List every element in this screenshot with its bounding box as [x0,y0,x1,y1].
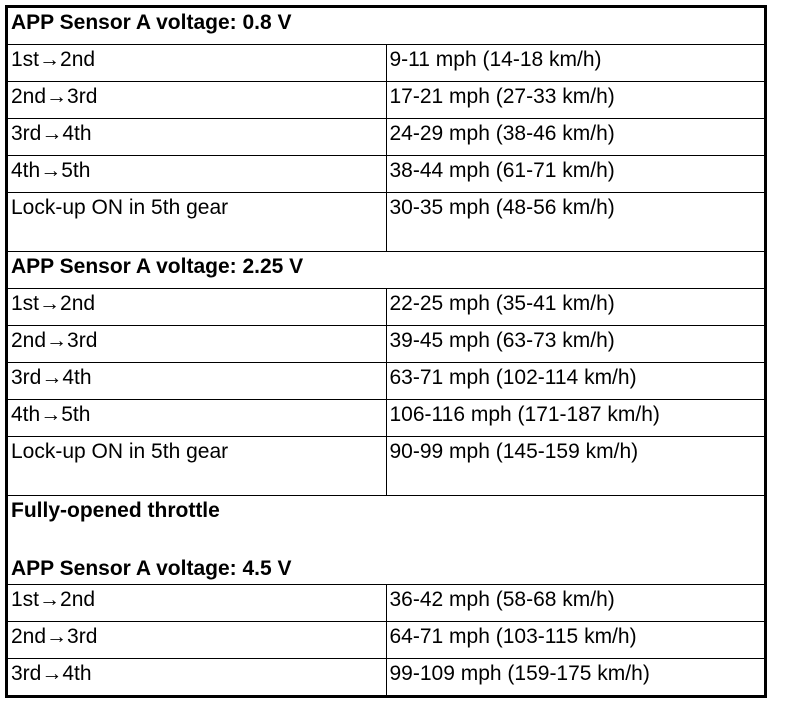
speed-cell: 106-116 mph (171-187 km/h) [386,400,766,437]
table-row [7,289,766,326]
heading-line: APP Sensor A voltage: 4.5 V [11,557,292,580]
speed-cell: 90-99 mph (145-159 km/h) [386,437,766,496]
shift-speed-table [5,5,767,698]
table-row [7,585,766,622]
table-row [7,622,766,659]
shift-cell: 1st→2nd [7,45,387,82]
table-row [7,156,766,193]
speed-cell: 17-21 mph (27-33 km/h) [386,82,766,119]
shift-cell: 3rd→4th [7,363,387,400]
section-heading-row [7,252,766,289]
shift-cell: 3rd→4th [7,659,387,697]
table-row [7,437,766,496]
shift-cell: 2nd→3rd [7,82,387,119]
shift-cell: Lock-up ON in 5th gear [7,437,387,496]
shift-cell: 1st→2nd [7,289,387,326]
table-row [7,659,766,697]
shift-cell: 4th→5th [7,156,387,193]
table-row [7,119,766,156]
shift-cell: 1st→2nd [7,585,387,622]
shift-cell: 2nd→3rd [7,622,387,659]
speed-cell: 30-35 mph (48-56 km/h) [386,193,766,252]
speed-cell: 24-29 mph (38-46 km/h) [386,119,766,156]
section-heading: APP Sensor A voltage: 2.25 V [7,252,766,289]
table-row [7,326,766,363]
table-row [7,193,766,252]
heading-line [11,525,761,554]
table-row [7,363,766,400]
shift-cell: 4th→5th [7,400,387,437]
shift-cell: 3rd→4th [7,119,387,156]
speed-cell: 38-44 mph (61-71 km/h) [386,156,766,193]
section-heading-row [7,7,766,45]
table-row [7,82,766,119]
speed-cell: 63-71 mph (102-114 km/h) [386,363,766,400]
speed-cell: 36-42 mph (58-68 km/h) [386,585,766,622]
section-heading: APP Sensor A voltage: 0.8 V [7,7,766,45]
heading-line: Fully-opened throttle [11,499,220,522]
table-row [7,400,766,437]
shift-cell: 2nd→3rd [7,326,387,363]
section-heading [7,496,766,585]
shift-cell: Lock-up ON in 5th gear [7,193,387,252]
speed-cell: 22-25 mph (35-41 km/h) [386,289,766,326]
speed-cell: 39-45 mph (63-73 km/h) [386,326,766,363]
section-heading-row [7,496,766,585]
speed-cell: 64-71 mph (103-115 km/h) [386,622,766,659]
speed-cell: 9-11 mph (14-18 km/h) [386,45,766,82]
table-row [7,45,766,82]
speed-cell: 99-109 mph (159-175 km/h) [386,659,766,697]
